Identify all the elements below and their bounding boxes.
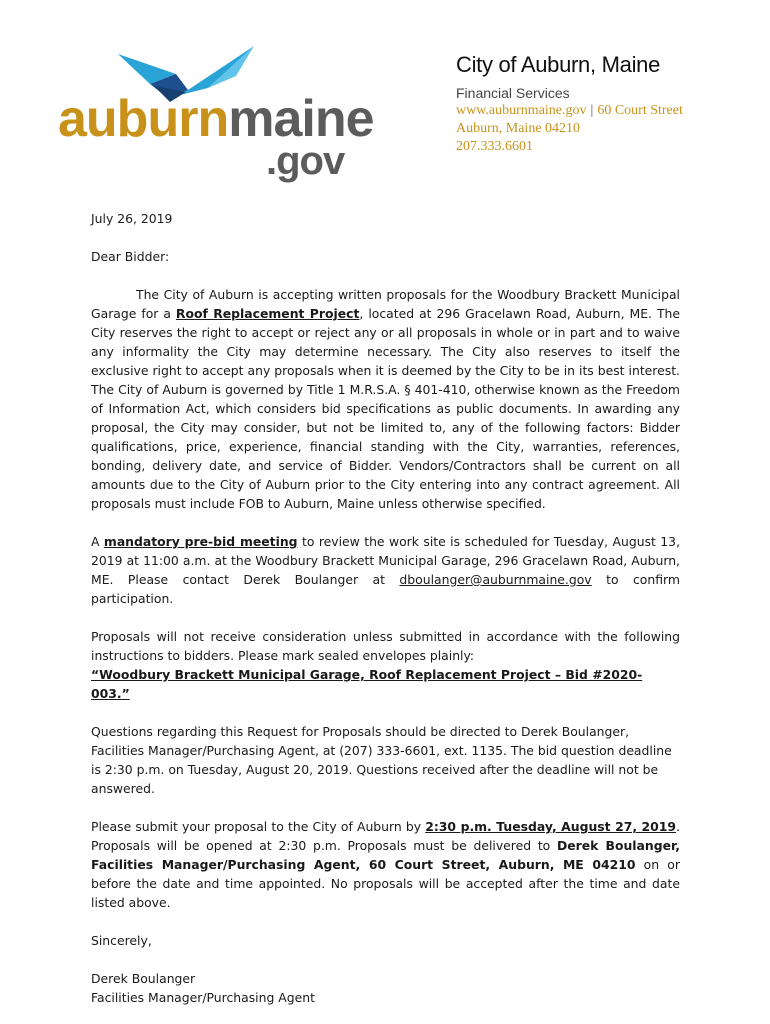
- city-zip: Auburn, Maine 04210: [456, 121, 581, 136]
- submission-deadline: 2:30 p.m. Tuesday, August 27, 2019: [425, 819, 677, 834]
- website-and-street: [456, 102, 756, 120]
- mandatory-meeting: mandatory pre-bid meeting: [103, 534, 298, 549]
- logo-wordmark: auburnmaine: [58, 90, 374, 148]
- project-name: Roof Replacement Project: [175, 306, 360, 321]
- letter-date: July 26, 2019: [91, 211, 173, 226]
- paragraph-prebid-meeting: A mandatory pre-bid meeting to review the work site is scheduled for Tuesday, August 13, 2019 at 11:00 a.m. at the Woodbury Brackett Municipal Garage, 296 Gracelawn Road, Auburn, ME. Please contact Derek Boulanger at dboulanger@auburnmaine.gov to confirm participation.: [91, 534, 681, 606]
- street-address: 60 Court Street: [597, 103, 683, 118]
- logo-graphic: [58, 40, 374, 183]
- signer-title: Facilities Manager/Purchasing Agent: [91, 990, 315, 1005]
- website-link[interactable]: www.auburnmaine.gov: [456, 103, 587, 118]
- delivery-recipient: Derek Boulanger, Facilities Manager/Purchasing Agent, 60 Court Street, Auburn, ME 04210: [91, 838, 680, 872]
- letterhead: [456, 50, 756, 156]
- phone-number: 207.333.6601: [456, 139, 533, 154]
- closing: Sincerely,: [91, 933, 152, 948]
- auburnmaine-logo: [58, 40, 374, 183]
- paragraph-submission: Please submit your proposal to the City of Auburn by 2:30 p.m. Tuesday, August 27, 2019. Proposals will be opened at 2:30 p.m. Proposals must be delivered to Derek Boulanger, Facilities Manager/Purchasing Agent, 60 Court Street, Auburn, ME 04210 on or before the date and time appointed. No proposals will be accepted after the time and date listed above.: [91, 819, 680, 910]
- email-link[interactable]: dboulanger@auburnmaine.gov: [399, 572, 592, 587]
- paragraph-intro: The City of Auburn is accepting written proposals for the Woodbury Brackett Municipal Garage for a Roof Replacement Project, located at 296 Gracelawn Road, Auburn, ME. The City reserves the right to accept or reject any or all proposals in whole or in part and to waive any informality the City may determine necessary. The City also reserves to itself the exclusive right to accept any proposals when it is deemed by the City to be in its best interest. The City of Auburn is governed by Title 1 M.R.S.A. § 401-410, otherwise known as the Freedom of Information Act, which considers bid specifications as public documents. In awarding any proposal, the City may consider, but not be limited to, any of the following factors: Bidder qualifications, price, experience, financial standing with the City, warranties, references, bonding, delivery date, and service of Bidder. Vendors/Contractors shall be current on all amounts due to the City of Auburn prior to the City entering into any contract agreement. All proposals must include FOB to Auburn, Maine unless otherwise specified.: [91, 287, 680, 511]
- signer-name: Derek Boulanger: [91, 971, 196, 986]
- envelope-label: “Woodbury Brackett Municipal Garage, Roof Replacement Project – Bid #2020-003.”: [91, 667, 643, 701]
- paragraph-questions: Questions regarding this Request for Proposals should be directed to Derek Boulanger, Facilities Manager/Purchasing Agent, at (207) 333-6601, ext. 1135. The bid question deadline is 2:30 p.m. on Tuesday, August 20, 2019. Questions received after the deadline will not be answered.: [91, 724, 672, 796]
- department-name: Financial Services: [456, 85, 570, 101]
- logo-gov: .gov: [266, 139, 345, 183]
- separator: |: [590, 103, 594, 118]
- salutation: Dear Bidder:: [91, 249, 170, 264]
- city-title: City of Auburn, Maine: [456, 52, 661, 77]
- paragraph-instructions: Proposals will not receive consideration unless submitted in accordance with the following instructions to bidders. Please mark sealed envelopes plainly:: [91, 629, 680, 663]
- letter-body: [91, 209, 680, 1007]
